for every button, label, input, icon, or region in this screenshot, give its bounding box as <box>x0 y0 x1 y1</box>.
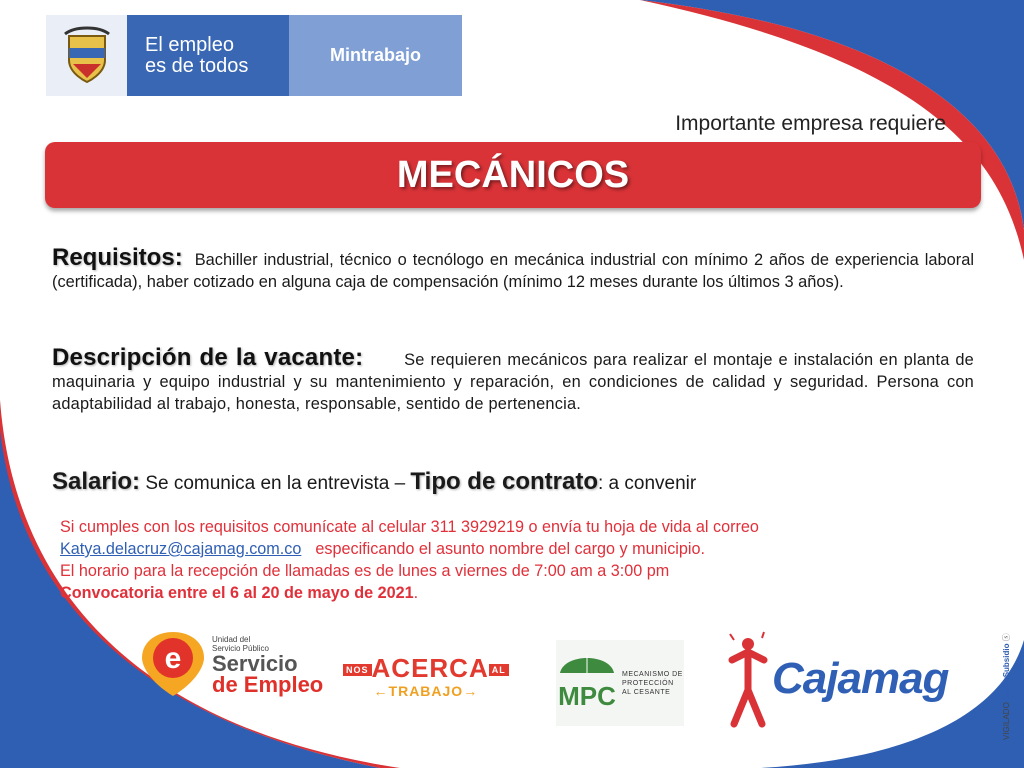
contact-section: Si cumples con los requisitos comunícate al celular 311 3929219 o envía tu hoja de vida al correo Katya.delacruz@cajamag.com.co especificando el asunto nombre del cargo y municipio. El horario para la recepción de llamadas es de lunes a viernes de 7:00 am a 3:00 pm Convocatoria entre el 6 al 20 de mayo de 2021. <box>60 518 759 602</box>
contact-line-3: El horario para la recepción de llamadas es de lunes a viernes de 7:00 am a 3:00 pm <box>60 562 670 580</box>
salary-section: Salario: Se comunica en la entrevista – Tipo de contrato: a convenir <box>52 468 697 495</box>
svg-text:e: e <box>164 642 182 675</box>
cajamag-wordmark: Cajamag <box>772 654 949 703</box>
acerca-tag-left: NOS <box>343 664 372 676</box>
salary-text: Se comunica en la entrevista – <box>145 473 406 494</box>
coat-of-arms-icon <box>46 15 127 96</box>
vigilado-prefix: VIGILADO <box>1002 702 1011 740</box>
ministry-label: Mintrabajo <box>289 15 462 96</box>
acerca-main: ACERCA <box>371 653 489 683</box>
intro-text: Importante empresa requiere <box>675 112 946 135</box>
contract-text: a convenir <box>608 473 697 494</box>
nos-acerca-al-trabajo-logo: NOS ACERCA AL ←TRABAJO→ <box>343 655 509 699</box>
acerca-sub: TRABAJO <box>388 683 464 700</box>
sde-small-2: Servicio Público <box>212 644 269 653</box>
mpc-logo <box>556 640 684 726</box>
description-heading: Descripción de la vacante: <box>52 344 364 371</box>
salary-heading: Salario <box>52 468 133 495</box>
job-title-banner <box>45 142 981 208</box>
contact-line-1: Si cumples con los requisitos comunícate al celular 311 3929219 o envía tu hoja de vida al correo <box>60 518 759 536</box>
sde-line-1: Servicio <box>212 651 298 676</box>
description-text: Se requieren mecánicos para realizar el montaje e instalación en planta de maquinaria y equipo industrial y su mantenimiento y reparación, en condiciones de calidad y seguridad. Persona con adaptabilidad al trabajo, honesta, responsable, sentido de pertenencia. <box>52 351 974 413</box>
sde-line-2: de Empleo <box>212 672 324 697</box>
mpc-line-2: PROTECCIÓN <box>622 679 674 687</box>
slogan-line-1: El empleo <box>145 33 234 56</box>
requirements-section: Requisitos: Bachiller industrial, técnico o tecnólogo en mecánica industrial con mínimo 2 años de experiencia laboral (certificada), haber cotizado en alguna caja de compensación (mínimo 12 meses durante los últimos 3 años). <box>52 244 974 291</box>
contact-line-2: especificando el asunto nombre del cargo y municipio. <box>315 540 705 558</box>
gov-slogan <box>127 15 289 96</box>
slogan-line-2: es de todos <box>145 54 249 77</box>
servicio-de-empleo-logo <box>140 630 323 700</box>
call-period: Convocatoria entre el 6 al 20 de mayo de 2021 <box>60 584 414 602</box>
description-section <box>52 344 974 415</box>
government-header <box>46 15 462 96</box>
acerca-tag-right: AL <box>489 664 509 676</box>
requirements-text: Bachiller industrial, técnico o tecnólogo en mecánica industrial con mínimo 2 años de experiencia laboral (certificada), haber cotizado en alguna caja de compensación (mínimo 12 meses durante los últimos 3 años). <box>52 251 974 291</box>
sde-small-1: Unidad del <box>212 635 251 644</box>
email-link[interactable]: Katya.delacruz@cajamag.com.co <box>60 540 302 558</box>
mpc-line-1: MECANISMO DE <box>622 670 683 678</box>
vigilado-supersubsidio: VIGILADO SuperSubsidio ⓢ <box>1002 633 1011 740</box>
requirements-heading: Requisitos <box>52 244 175 271</box>
umbrella-icon <box>556 643 618 723</box>
job-title: MECÁNICOS <box>396 153 630 196</box>
mpc-letters: MPC <box>558 681 616 711</box>
vigilado-super: SuperSubsidio <box>1002 643 1011 700</box>
servicio-empleo-icon <box>140 630 206 700</box>
contract-heading: Tipo de contrato <box>410 468 598 495</box>
cajamag-figure-icon <box>724 630 772 728</box>
cajamag-logo <box>724 630 948 728</box>
mpc-line-3: AL CESANTE <box>622 688 671 696</box>
